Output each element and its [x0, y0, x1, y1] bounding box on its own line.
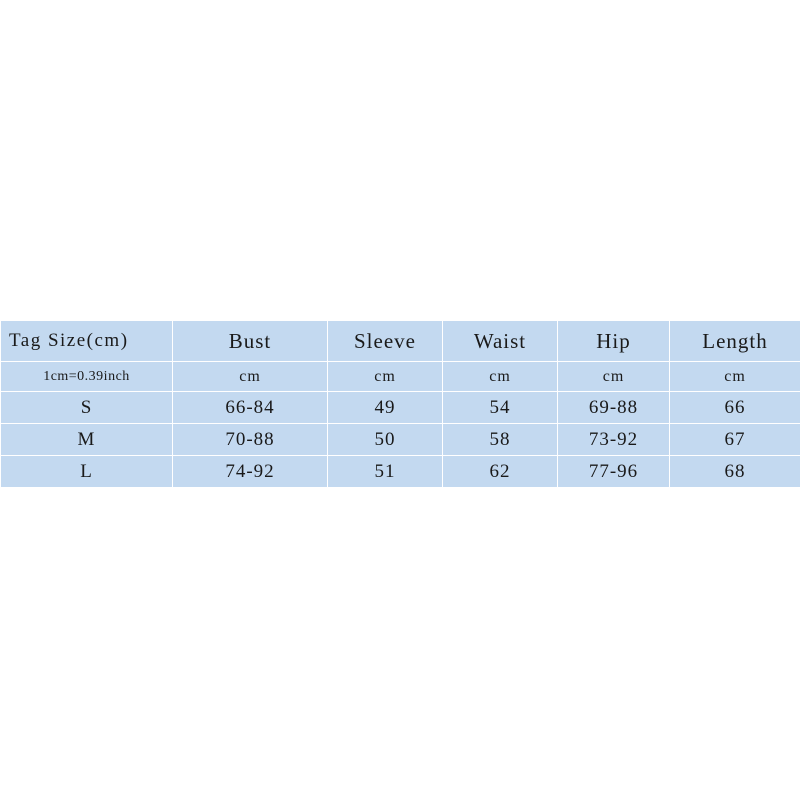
cell-sleeve: 50: [328, 424, 443, 456]
cell-waist: 54: [443, 392, 558, 424]
cell-hip: 77-96: [558, 456, 670, 488]
cell-bust: 74-92: [173, 456, 328, 488]
cell-hip: 73-92: [558, 424, 670, 456]
unit-bust: cm: [173, 362, 328, 392]
column-header-waist: Waist: [443, 321, 558, 362]
size-chart-container: [0, 320, 800, 488]
size-chart-table: [0, 320, 800, 488]
cell-bust: 70-88: [173, 424, 328, 456]
cell-waist: 62: [443, 456, 558, 488]
conversion-note: 1cm=0.39inch: [1, 362, 173, 392]
unit-waist: cm: [443, 362, 558, 392]
unit-sleeve: cm: [328, 362, 443, 392]
column-header-hip: Hip: [558, 321, 670, 362]
table-row: [1, 456, 800, 488]
table-header-row: [1, 321, 800, 362]
cell-length: 67: [670, 424, 800, 456]
cell-sleeve: 49: [328, 392, 443, 424]
column-header-bust: Bust: [173, 321, 328, 362]
table-unit-row: [1, 362, 800, 392]
tag-size-header: Tag Size(cm): [1, 321, 173, 362]
column-header-length: Length: [670, 321, 800, 362]
cell-sleeve: 51: [328, 456, 443, 488]
cell-length: 68: [670, 456, 800, 488]
column-header-sleeve: Sleeve: [328, 321, 443, 362]
row-size-label: L: [1, 456, 173, 488]
table-row: [1, 424, 800, 456]
row-size-label: S: [1, 392, 173, 424]
cell-length: 66: [670, 392, 800, 424]
unit-length: cm: [670, 362, 800, 392]
cell-waist: 58: [443, 424, 558, 456]
row-size-label: M: [1, 424, 173, 456]
cell-hip: 69-88: [558, 392, 670, 424]
cell-bust: 66-84: [173, 392, 328, 424]
unit-hip: cm: [558, 362, 670, 392]
table-row: [1, 392, 800, 424]
